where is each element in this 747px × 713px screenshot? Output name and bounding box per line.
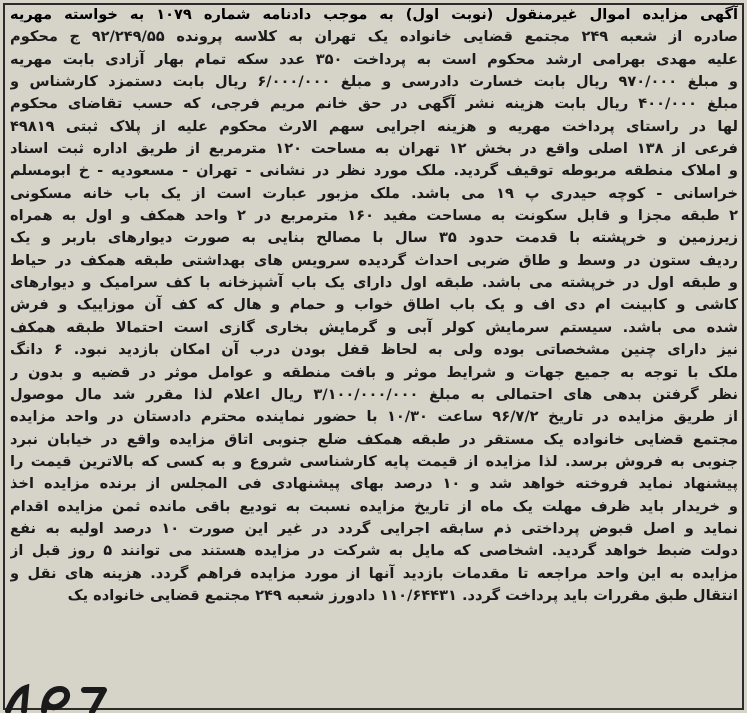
notice-line: دولت ضبط خواهد گردید. اشخاصی که مایل به شرکت در مزایده هستند می توانند ۵ روز قبل از (10, 542, 738, 560)
handwritten-number-mark (0, 684, 120, 713)
notice-line: زیرزمین و خرپشته با قدمت حدود ۳۵ سال با مصالح بنایی به صورت دیوارهای باربر و یک (10, 229, 738, 247)
notice-line: صادره از شعبه ۲۴۹ مجتمع قضایی خانواده یک تهران به کلاسه پرونده ۹۲/۲۴۹/۵۵ ج محکوم (10, 28, 738, 46)
notice-line: ملک با توجه به جمیع جهات و شرایط موثر و بافت منطقه و عوامل موثر در قضیه و بدون ر (10, 363, 738, 381)
notice-line: مجتمع قضایی خانواده یک مستقر در طبقه همکف ضلع جنوبی اتاق مزایده واقع در خیابان نبرد (10, 430, 738, 448)
notice-line: جنوبی به فروش برسد. لذا مزایده از قیمت پایه کارشناسی شروع و به کسی که بالاترین قیمت را (10, 452, 738, 470)
notice-line-last: انتقال طبق مقررات باید پرداخت گردد. ۱۱۰/۶۴۴۳۱ دادورز شعبه ۲۴۹ مجتمع قضایی خانواده یک (67, 586, 738, 604)
notice-line: مبلغ ۴۰۰/۰۰۰ ریال بابت هزینه نشر آگهی در حق خانم مریم فرجی، که حسب تقاضای محکوم (10, 95, 738, 113)
notice-line: ردیف ستون در وسط و طاق ضربی احداث گردیده سرویس های بهداشتی طبقه همکف در حیاط (10, 251, 738, 269)
notice-line: از طریق مزایده در تاریخ ۹۶/۷/۲ ساعت ۱۰/۳۰ با حضور نماینده محترم دادستان در واحد مزایده (10, 408, 738, 426)
notice-line: پیشنهاد نماید فروخته خواهد شد و ۱۰ درصد بهای پیشنهادی فی المجلس از برنده مزایده اخذ (10, 475, 738, 493)
notice-line: ۲ طبقه مجزا و قابل سکونت به مساحت مفید ۱۶۰ مترمربع در ۲ واحد همکف و اول به همراه (10, 207, 738, 225)
notice-line: نظر گرفتن بدهی های احتمالی به مبلغ ۳/۱۰۰/۰۰۰/۰۰۰ ریال اعلام لذا مقرر شد مال موصول (10, 385, 738, 403)
notice-line: نماید و اصل قبوض پرداختی ذم سابقه اجرایی گردد در غیر این صورت ۱۰ درصد اولیه به نفع (10, 519, 738, 537)
notice-line: علیه مهدی بهرامی ارشد محکوم است به پرداخت ۳۵۰ عدد سکه تمام بهار آزادی بابت مهریه (10, 50, 738, 68)
notice-line: و خریدار باید ظرف مهلت یک ماه از تاریخ مزایده نسبت به تودیع باقی مانده ثمن مزایده اقدام (10, 497, 738, 515)
notice-line: نیز دارای چنین مشخصاتی بوده ولی به لحاظ قفل بودن درب آن امکان بازدید نبود. ۶ دانگ (10, 341, 738, 359)
notice-line: لها در راستای پرداخت مهریه و هزینه اجرایی سهم الارث محکوم علیه از پلاک ثبتی ۴۹۸۱۹ (10, 117, 738, 135)
notice-line: خراسانی - کوچه حیدری پ ۱۹ می باشد. ملک مزبور عبارت است از یک باب خانه مسکونی (10, 184, 738, 202)
notice-line: و املاک منطقه مربوطه توقیف گردید. ملک مورد نظر در نشانی - تهران - مسعودیه - خ ابومسلم (10, 162, 738, 180)
notice-line: فرعی از ۱۳۸ اصلی واقع در بخش ۱۲ تهران به مساحت ۱۲۰ مترمربع از طریق اداره ثبت اسناد (10, 140, 738, 158)
notice-line: آگهی مزایده اموال غیرمنقول (نوبت اول) به موجب دادنامه شماره ۱۰۷۹ به خواسته مهریه (10, 6, 738, 23)
notice-line: شده می باشد. سیستم سرمایش کولر آبی و گرمایش بخاری گازی است احتمالا طبقه همکف (10, 318, 738, 336)
auction-notice-body (10, 4, 738, 607)
notice-line: مزایده به این واحد مراجعه تا مقدمات بازدید آنها از مورد مزایده فراهم گردد. هزینه های نقل و (10, 564, 738, 582)
notice-line: و طبقه اول در خرپشته می باشد. طبقه اول دارای یک باب آشپزخانه با کف سرامیک و دیوارهای (10, 274, 738, 292)
notice-line: و مبلغ ۹۷۰/۰۰۰ ریال بابت خسارت دادرسی و مبلغ ۶/۰۰۰/۰۰۰ ریال بابت دستمزد کارشناس و (10, 73, 738, 91)
notice-line: کاشی و کابینت ام دی اف و یک باب اطاق خواب و حمام و هال که کف آن موزاییک و فرش (10, 296, 738, 314)
